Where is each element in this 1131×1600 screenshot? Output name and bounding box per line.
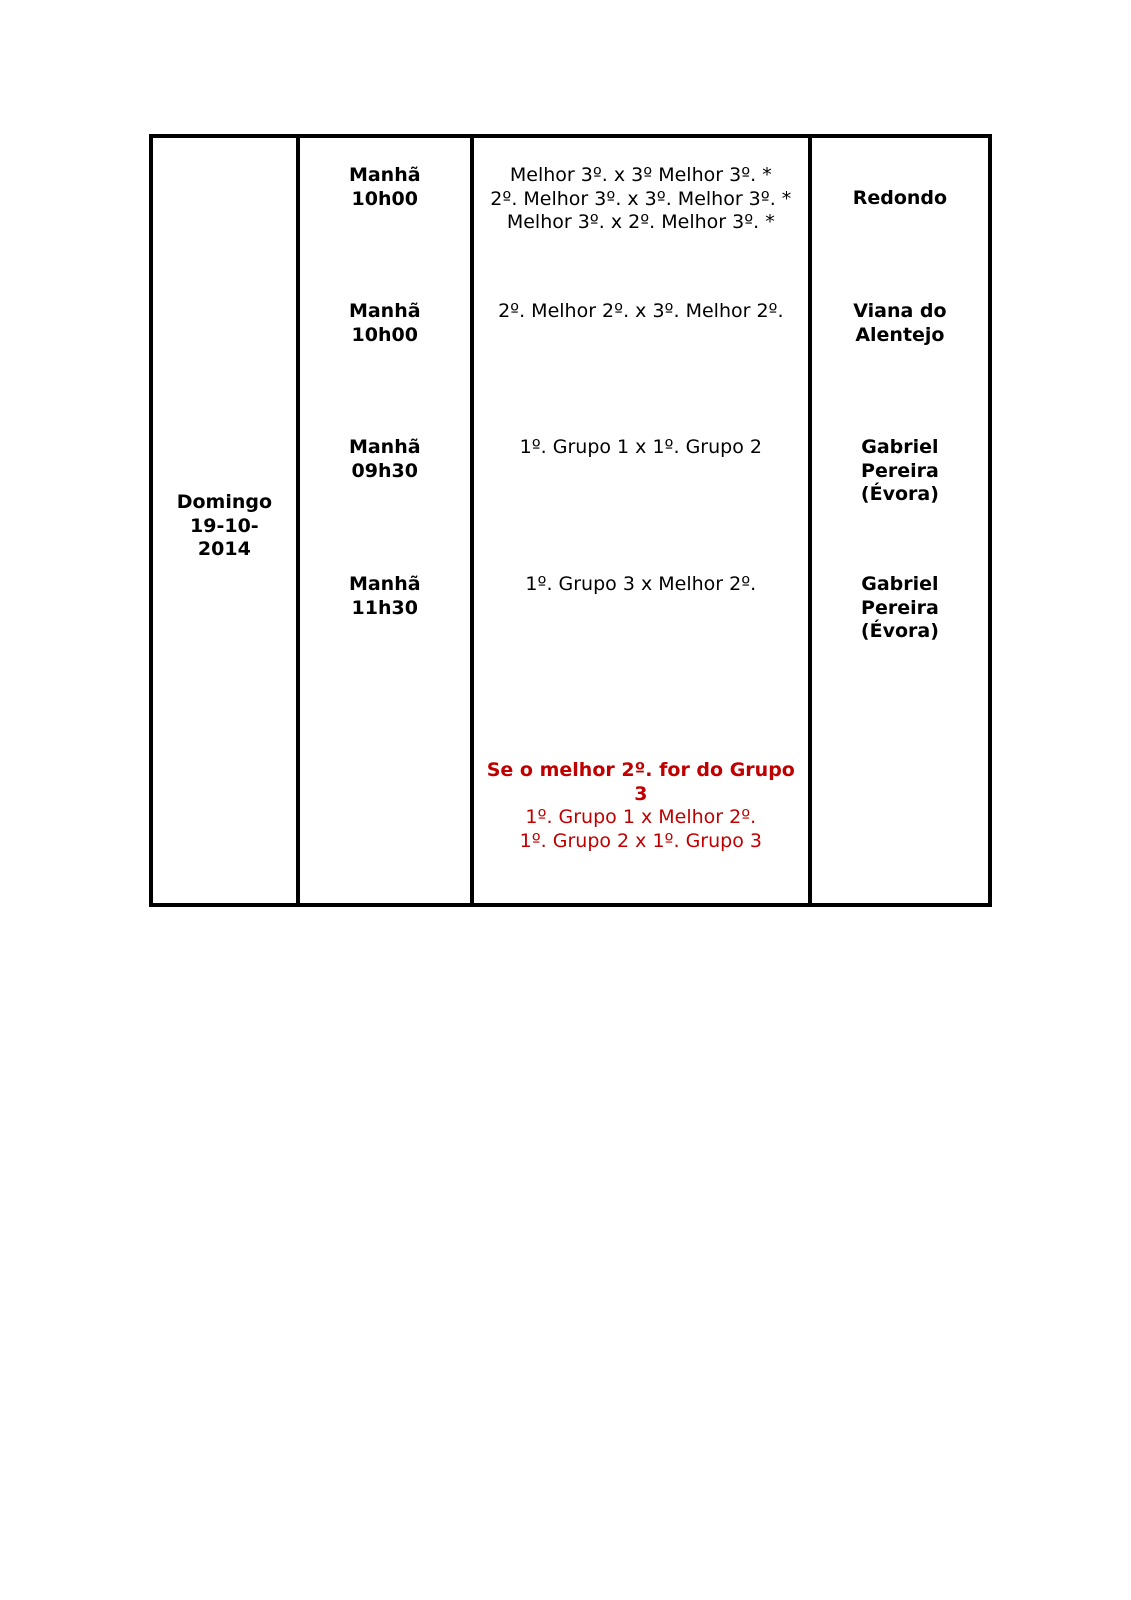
venue-cell	[810, 136, 990, 905]
game-match-1: Melhor 3º. x 3º Melhor 3º. * 2º. Melhor 3º. x 3º. Melhor 3º. * Melhor 3º. x 2º. Melhor 3º. *	[490, 164, 792, 233]
date-cell	[151, 136, 298, 905]
game-venue-1: Redondo	[852, 187, 948, 209]
game-match-2: 2º. Melhor 2º. x 3º. Melhor 2º.	[498, 300, 784, 322]
match-cell	[472, 136, 810, 905]
conditional-note: Se o melhor 2º. for do Grupo 3 1º. Grupo 1 x Melhor 2º. 1º. Grupo 2 x 1º. Grupo 3	[474, 759, 808, 853]
game-venue-4: Gabriel Pereira (Évora)	[860, 573, 939, 642]
game-match-4: 1º. Grupo 3 x Melhor 2º.	[525, 573, 757, 595]
game-venue-2: Viana do Alentejo	[853, 300, 947, 346]
day-label: Domingo 19-10- 2014	[176, 491, 273, 560]
time-cell	[298, 136, 472, 905]
schedule-table	[149, 134, 992, 907]
game-time-4: Manhã 11h30	[348, 573, 421, 619]
note-match: 1º. Grupo 1 x Melhor 2º.	[525, 806, 757, 828]
game-time-1: Manhã 10h00	[348, 164, 421, 210]
game-time-2: Manhã 10h00	[348, 300, 421, 346]
note-match: 1º. Grupo 2 x 1º. Grupo 3	[519, 829, 762, 852]
game-match-3: 1º. Grupo 1 x 1º. Grupo 2	[519, 436, 762, 458]
game-venue-3: Gabriel Pereira (Évora)	[860, 436, 939, 505]
note-title: Se o melhor 2º. for do Grupo	[486, 759, 795, 781]
game-time-3: Manhã 09h30	[348, 436, 421, 482]
table-row	[151, 136, 990, 905]
